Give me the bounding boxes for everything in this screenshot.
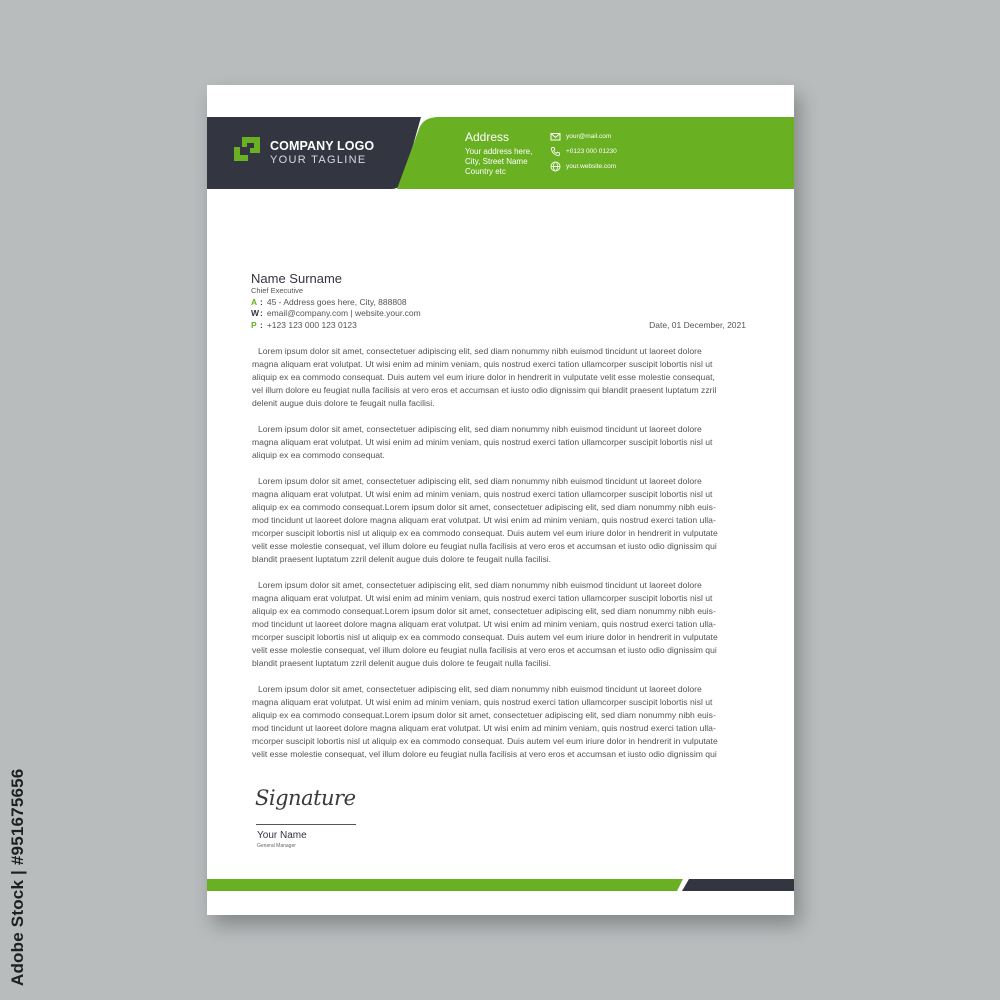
body-paragraph: Lorem ipsum dolor sit amet, consectetuer adipiscing elit, sed diam nonummy nibh euismod tincidunt ut laoreet dolore magna aliquam erat volutpat. Ut wisi enim ad minim veniam, quis nostrud exerci tation ullamcorper suscipit lobortis nisl ut aliquip ex ea commodo consequat.Lorem ipsum dolor sit amet, consectetuer adipiscing elit, sed diam nonummy nibh euis- mod tincidunt ut laoreet dolore magna aliquam erat volutpat. Ut wisi enim ad minim veniam, quis nostrud exerci tation ulla- mcorper suscipit lobortis nisl ut aliquip ex ea commodo consequat. Duis autem vel eum iriure dolor in hendrerit in vulputate velit esse molestie consequat, vel illum dolore eu feugiat nulla facilisis at vero eros et accumsan et iusto odio dignissim qui blandit praesent luptatum zzril delenit augue duis dolore te feugait nulla facilisi. [252, 580, 718, 668]
address-line: City, Street Name [465, 157, 528, 166]
sender-address-row [251, 297, 407, 307]
address-title: Address [465, 130, 510, 144]
email-icon [550, 131, 561, 142]
company-logo-title: COMPANY LOGO [270, 139, 375, 153]
stock-credit: Adobe Stock | #951675656 [8, 768, 27, 986]
sender-address: 45 - Address goes here, City, 888808 [266, 297, 407, 307]
sender-web: email@company.com | website.your.com [266, 308, 421, 318]
phone-key: P [251, 320, 257, 330]
row-separator: : [260, 297, 263, 307]
sender-web-row [251, 308, 421, 318]
sender-phone: +123 123 000 123 0123 [266, 320, 357, 330]
address-line: Country etc [465, 167, 506, 176]
letter-date: Date, 01 December, 2021 [649, 320, 746, 330]
footer-dark-bar [682, 879, 794, 891]
footer-green-bar [207, 879, 683, 891]
contact-phone: +0123 000 01230 [566, 148, 617, 155]
company-logo-icon [231, 134, 263, 166]
handwritten-signature: Signature [255, 786, 356, 810]
address-key: A [251, 297, 258, 307]
body-paragraph: Lorem ipsum dolor sit amet, consectetuer adipiscing elit, sed diam nonummy nibh euismod tincidunt ut laoreet dolore magna aliquam erat volutpat. Ut wisi enim ad minim veniam, quis nostrud exerci tation ullamcorper suscipit lobortis nisl ut aliquip ex ea commodo consequat. [252, 424, 713, 460]
sender-role: Chief Executive [251, 286, 304, 295]
signer-name: Your Name [257, 830, 307, 841]
web-key: W [251, 308, 260, 318]
row-separator: : [260, 308, 263, 318]
footer-band [207, 878, 794, 892]
body-paragraph: Lorem ipsum dolor sit amet, consectetuer adipiscing elit, sed diam nonummy nibh euismod tincidunt ut laoreet dolore magna aliquam erat volutpat. Ut wisi enim ad minim veniam, quis nostrud exerci tation ullamcorper suscipit lobortis nisl ut aliquip ex ea commodo consequat.Lorem ipsum dolor sit amet, consectetuer adipiscing elit, sed diam nonummy nibh euis- mod tincidunt ut laoreet dolore magna aliquam erat volutpat. Ut wisi enim ad minim veniam, quis nostrud exerci tation ulla- mcorper suscipit lobortis nisl ut aliquip ex ea commodo consequat. Duis autem vel eum iriure dolor in hendrerit in vulputate velit esse molestie consequat, vel illum dolore eu feugiat nulla facilisis at vero eros et accumsan et iusto odio dignissim qui blandit praesent luptatum zzril delenit augue duis dolore te feugait nulla facilisi. [252, 476, 718, 564]
sender-name: Name Surname [251, 271, 343, 286]
row-separator: : [260, 320, 263, 330]
globe-icon [550, 161, 561, 172]
phone-icon [550, 146, 561, 157]
body-paragraph: Lorem ipsum dolor sit amet, consectetuer adipiscing elit, sed diam nonummy nibh euismod tincidunt ut laoreet dolore magna aliquam erat volutpat. Ut wisi enim ad minim veniam, quis nostrud exerci tation ullamcorper suscipit lobortis nisl ut aliquip ex ea commodo consequat.Lorem ipsum dolor sit amet, consectetuer adipiscing elit, sed diam nonummy nibh euis- mod tincidunt ut laoreet dolore magna aliquam erat volutpat. Ut wisi enim ad minim veniam, quis nostrud exerci tation ulla- mcorper suscipit lobortis nisl ut aliquip ex ea commodo consequat. Duis autem vel eum iriure dolor in hendrerit in vulputate velit esse molestie consequat, vel illum dolore eu feugiat nulla facilisis at vero eros et accumsan et iusto odio dignissim qui [252, 684, 718, 759]
contact-email: your@mail.com [566, 133, 612, 140]
signer-role: General Manager [257, 843, 296, 849]
sender-phone-row [251, 320, 357, 330]
address-line: Your address here, [465, 147, 533, 156]
signature-line [256, 824, 356, 825]
contact-website: your.website.com [566, 163, 617, 170]
letterhead-page [207, 85, 794, 915]
letter-body [252, 345, 748, 774]
body-paragraph: Lorem ipsum dolor sit amet, consectetuer adipiscing elit, sed diam nonummy nibh euismod tincidunt ut laoreet dolore magna aliquam erat volutpat. Ut wisi enim ad minim veniam, quis nostrud exerci tation ullamcorper suscipit lobortis nisl ut aliquip ex ea commodo consequat. Duis autem vel eum iriure dolor in hendrerit in vulputate velit esse molestie consequat, vel illum dolore eu feugiat nulla facilisis at vero eros et accumsan et iusto odio dignissim qui blandit praesent luptatum zzril delenit augue duis dolore te feugait nulla facilisi. [252, 346, 717, 408]
company-tagline: YOUR TAGLINE [270, 154, 367, 166]
